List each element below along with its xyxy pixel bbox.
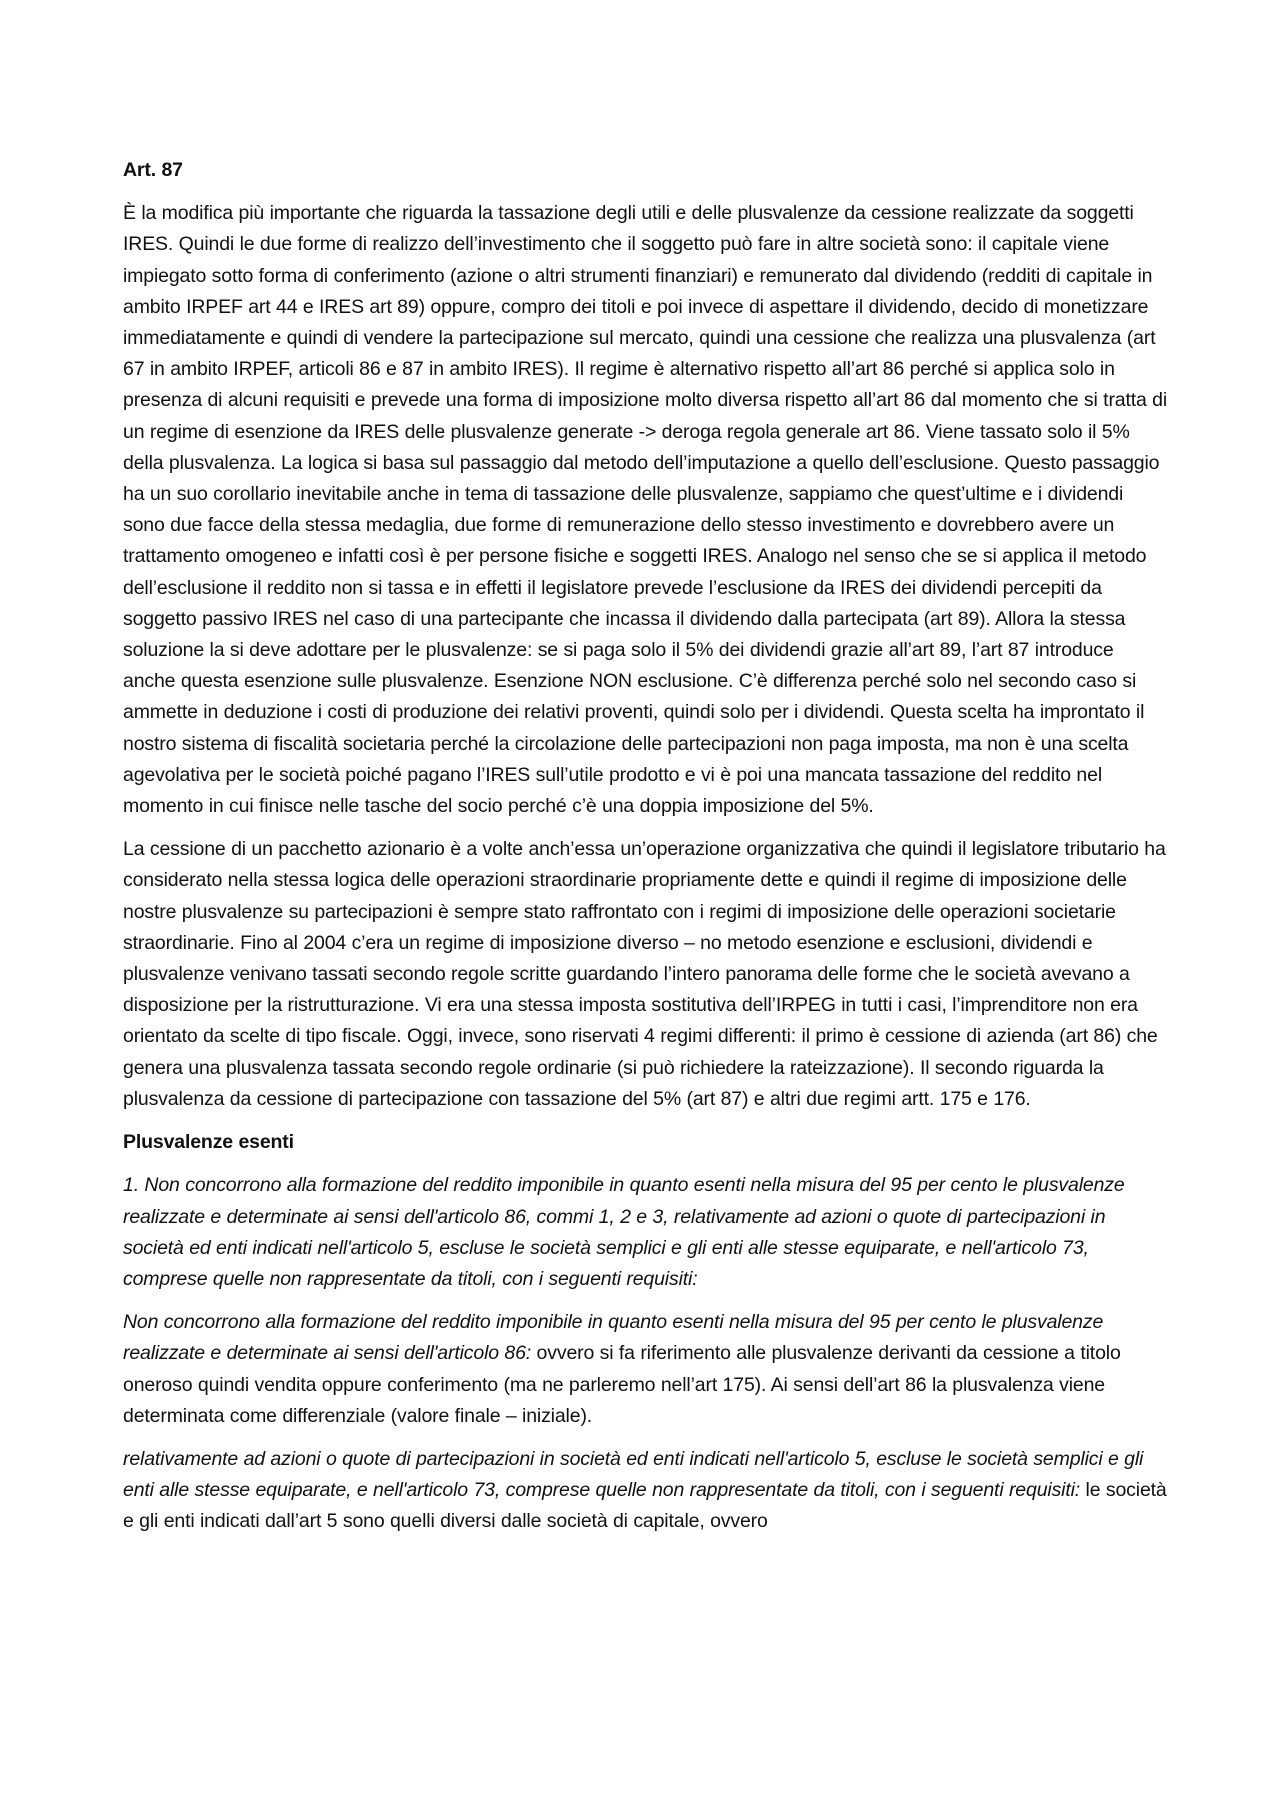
paragraph-law-text: 1. Non concorrono alla formazione del reddito imponibile in quanto esenti nella misura del 95 per cento le plusvalenze realizzate e determinate ai sensi dell'articolo 86, commi 1, 2 e 3, relativamente ad azioni o quote di partecipazioni in società ed enti indicati nell'articolo 5, escluse le società semplici e gli enti alle stesse equiparate, e nell'articolo 73, comprese quelle non rappresentate da titoli, con i seguenti requisiti: [123, 1174, 1125, 1290]
document-body [123, 155, 1168, 1550]
quoted-law-fragment-2: relativamente ad azioni o quote di partecipazioni in società ed enti indicati nell'articolo 5, escluse le società semplici e gli enti alle stesse equiparate, e nell'articolo 73, comprese quelle non rappresentate da titoli, con i seguenti requisiti: [123, 1447, 1144, 1502]
paragraph-commentary-1 [123, 1307, 1168, 1432]
paragraph-commentary-2 [123, 1444, 1168, 1538]
article-heading: Art. 87 [123, 159, 183, 181]
quoted-law-fragment-1: Non concorrono alla formazione del reddito imponibile in quanto esenti nella misura del 95 per cento le plusvalenze realizzate e determinate ai sensi dell'articolo 86: [123, 1311, 1104, 1365]
paragraph-cessione: La cessione di un pacchetto azionario è a volte anch’essa un’operazione organizzativa che quindi il legislatore tributario ha considerato nella stessa logica delle operazioni straordinarie propriamente dette e quindi il regime di imposizione delle nostre plusvalenze su partecipazioni è sempre stato raffrontato con i regimi di imposizione delle operazioni societarie straordinarie. Fino al 2004 c’era un regime di imposizione diverso – no metodo esenzione e esclusioni, dividendi e plusvalenze venivano tassati secondo regole scritte guardando l’intero panorama delle forme che le società avevano a disposizione per la ristrutturazione. Vi era una stessa imposta sostitutiva dell’IRPEG in tutti i casi, l’imprenditore non era orientato da scelte di tipo fiscale. Oggi, invece, sono riservati 4 regimi differenti: il primo è cessione di azienda (art 86) che genera una plusvalenza tassata secondo regole ordinarie (si può richiedere la rateizzazione). Il secondo riguarda la plusvalenza da cessione di partecipazione con tassazione del 5% (art 87) e altri due regimi artt. 175 e 176. [123, 838, 1166, 1110]
paragraph-intro: È la modifica più importante che riguarda la tassazione degli utili e delle plusvalenze da cessione realizzate da soggetti IRES. Quindi le due forme di realizzo dell’investimento che il soggetto può fare in altre società sono: il capitale viene impiegato sotto forma di conferimento (azione o altri strumenti finanziari) e remunerato dal dividendo (redditi di capitale in ambito IRPEF art 44 e IRES art 89) oppure, compro dei titoli e poi invece di aspettare il dividendo, decido di monetizzare immediatamente e quindi di vendere la partecipazione sul mercato, quindi una cessione che realizza una plusvalenza (art 67 in ambito IRPEF, articoli 86 e 87 in ambito IRES). Il regime è alternativo rispetto all’art 86 perché si applica solo in presenza di alcuni requisiti e prevede una forma di imposizione molto diversa rispetto all’art 86 dal momento che si tratta di un regime di esenzione da IRES delle plusvalenze generate -> deroga regola generale art 86. Viene tassato solo il 5% della plusvalenza. La logica si basa sul passaggio dal metodo dell’imputazione a quello dell’esclusione. Questo passaggio ha un suo corollario inevitabile anche in tema di tassazione delle plusvalenze, sappiamo che quest’ultime e i dividendi sono due facce della stessa medaglia, due forme di remunerazione dello stesso investimento e dovrebbero avere un trattamento omogeneo e infatti così è per persone fisiche e soggetti IRES. Analogo nel senso che se si applica il metodo dell’esclusione il reddito non si tassa e in effetti il legislatore prevede l’esclusione da IRES dei dividendi percepiti da soggetto passivo IRES nel caso di una partecipante che incassa il dividendo dalla partecipata (art 89). Allora la stessa soluzione la si deve adottare per le plusvalenze: se si paga solo il 5% dei dividendi grazie all’art 89, l’art 87 introduce anche questa esenzione sulle plusvalenze. Esenzione NON esclusione. C’è differenza perché solo nel secondo caso si ammette in deduzione i costi di produzione dei relativi proventi, quindi solo per i dividendi. Questa scelta ha improntato il nostro sistema di fiscalità societaria perché la circolazione delle partecipazioni non paga imposta, ma non è una scelta agevolativa per le società poiché pagano l’IRES sull’utile prodotto e vi è poi una mancata tassazione del reddito nel momento in cui finisce nelle tasche del socio perché c’è una doppia imposizione del 5%. [123, 202, 1168, 818]
section-heading-plusvalenze-esenti: Plusvalenze esenti [123, 1131, 294, 1154]
commentary-text-1: ovvero si fa riferimento alle plusvalenze derivanti da cessione a titolo oneroso quindi vendita oppure conferimento (ma ne parleremo nell’art 175). Ai sensi dell’art 86 la plusvalenza viene determinata come differenziale (valore finale – iniziale). [123, 1342, 1121, 1427]
commentary-text-2: le società e gli enti indicati dall’art 5 sono quelli diversi dalle società di capitale, ovvero [123, 1479, 1167, 1533]
